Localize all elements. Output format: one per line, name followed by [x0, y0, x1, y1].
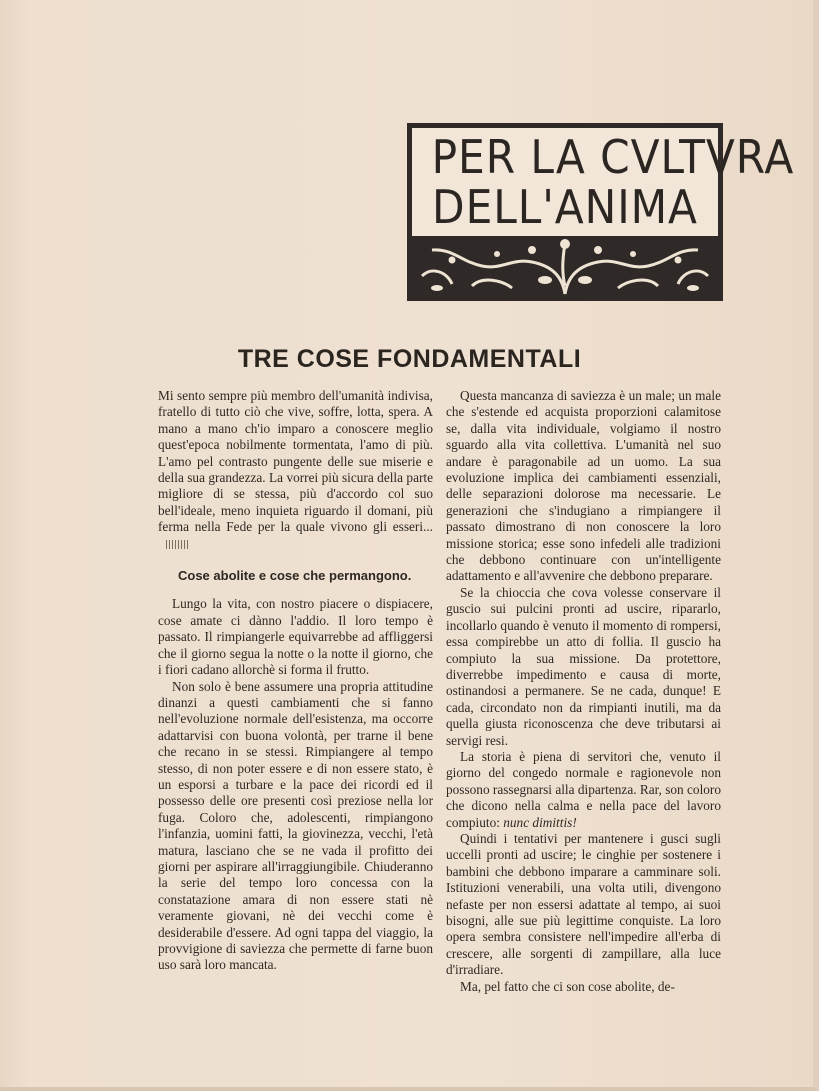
intro-text: Mi sento sempre più membro dell'umanità indivisa, fratello di tutto ciò che vive, soffre, lotta, spera. A mano a mano ch'io imparo a conoscere meglio quest'epoca nobilmente tormentata, l'amo di più. L'amo pel contrasto pungente delle sue miserie e della sua grandezza. La vorrei più sicura della parte migliore di se stessa, più d'accordo col suo bell'ideale, meno inquieta riguardo il domani, più ferma nella Fede per la quale vivono gli esseri...: [158, 388, 433, 535]
ornament-mark-icon: [166, 540, 188, 549]
paragraph: [446, 749, 721, 831]
header-title-line-1: PER LA CVLTVRA: [431, 130, 795, 184]
intro-paragraph: [158, 388, 433, 552]
left-column: [158, 388, 433, 974]
section-subheading: Cose abolite e cose che permangono.: [178, 568, 412, 584]
paragraph: Quindi i tentativi per mantenere i gusci sugli uccelli pronti ad uscire; le cinghie per sostenere i bambini che debbono imparare a camminare soli. Istituzioni venerabili, una volta utili, divengono nefaste per non essersi adattate al tempo, ai suoi bisogni, alle sue più legittime conquiste. La loro opera sembra consistere nell'impedire all'erba di crescere, alle sorgenti di zampillare, alla luce d'irradiare.: [446, 830, 721, 978]
header-title-panel: [412, 128, 795, 236]
paragraph: Ma, pel fatto che ci son cose abolite, de-: [460, 978, 675, 994]
floral-ornament-icon: [412, 236, 718, 296]
right-column: [446, 388, 721, 995]
paragraph: Questa mancanza di saviezza è un male; un male che s'estende ed acquista proporzioni calamitose se, dalla vita individuale, volgiamo il nostro sguardo alla vita collettiva. L'umanità nel suo andare è paragonabile ad un uomo. La sua evoluzione implica dei cambiamenti essenziali, delle separazioni dolorose ma necessarie. Le generazioni che s'indugiano a rimpiangere il passato dimostrano di non conoscere la loro missione storica; esse sono infedeli alle tradizioni che debbono continuare con un'intelligente adattamento e all'avvenire che debbono preparare.: [446, 388, 721, 584]
header-title-line-2: DELL'ANIMA: [432, 180, 698, 234]
paragraph: Se la chioccia che cova volesse conservare il guscio sui pulcini pronti ad uscire, ripararlo, incollarlo quando è venuto il momento di rompersi, essa compirebbe un atto di follia. Il guscio ha compiuto la sua missione. Da protettore, diverrebbe impedimento e causa di morte, ostinandosi a permanere. Se ne cada, dunque! E cada, circondato non da rimpianti inutili, ma da quella giusta riconoscenza che deve tributarsi ai servigi resi.: [446, 584, 721, 748]
paragraph: Non solo è bene assumere una propria attitudine dinanzi a questi cambiamenti che si fanno nell'evoluzione normale dell'esistenza, ma occorre adattarvisi con buona volontà, per trarne il bene che recano in se stessi. Rimpiangere al tempo stesso, di non poter essere e di non essere stato, è un esporsi a turbare e la pace dei ricordi ed il possesso delle ore presenti così preziose nella lor fuga. Coloro che, adolescenti, rimpiangono l'infanzia, uomini fatti, la giovinezza, vecchi, l'età matura, lasciano che se ne vada il profitto dei giorni per aspirare all'irraggiungibile. Chiuderanno la serie del tempo loro concessa con la constatazione amara di non essere stati nè veramente giovani, nè dei vecchi come è desiderabile d'essere. Ad ogni tappa del viaggio, la provvigione di saviezza che permette di farne buon uso sarà loro mancata.: [158, 678, 433, 973]
paragraph-text: La storia è piena di servitori che, venuto il giorno del congedo normale e ragionevole non possono rassegnarsi alla dipartenza. Rar, son coloro che dicono nella calma e nella pace del lavoro compiuto:: [446, 748, 721, 830]
section-header-emblem: [407, 123, 795, 301]
article-title: TRE COSE FONDAMENTALI: [237, 345, 582, 373]
paragraph: Lungo la vita, con nostro piacere o dispiacere, cose amate ci dànno l'addio. Il loro tempo è passato. Il rimpiangerle equivarrebbe ad affliggersi che il giorno segua la notte o la notte il giorno, che i fiori cadano allorchè si forma il frutto.: [158, 596, 433, 678]
latin-phrase: nunc dimittis!: [503, 814, 577, 830]
